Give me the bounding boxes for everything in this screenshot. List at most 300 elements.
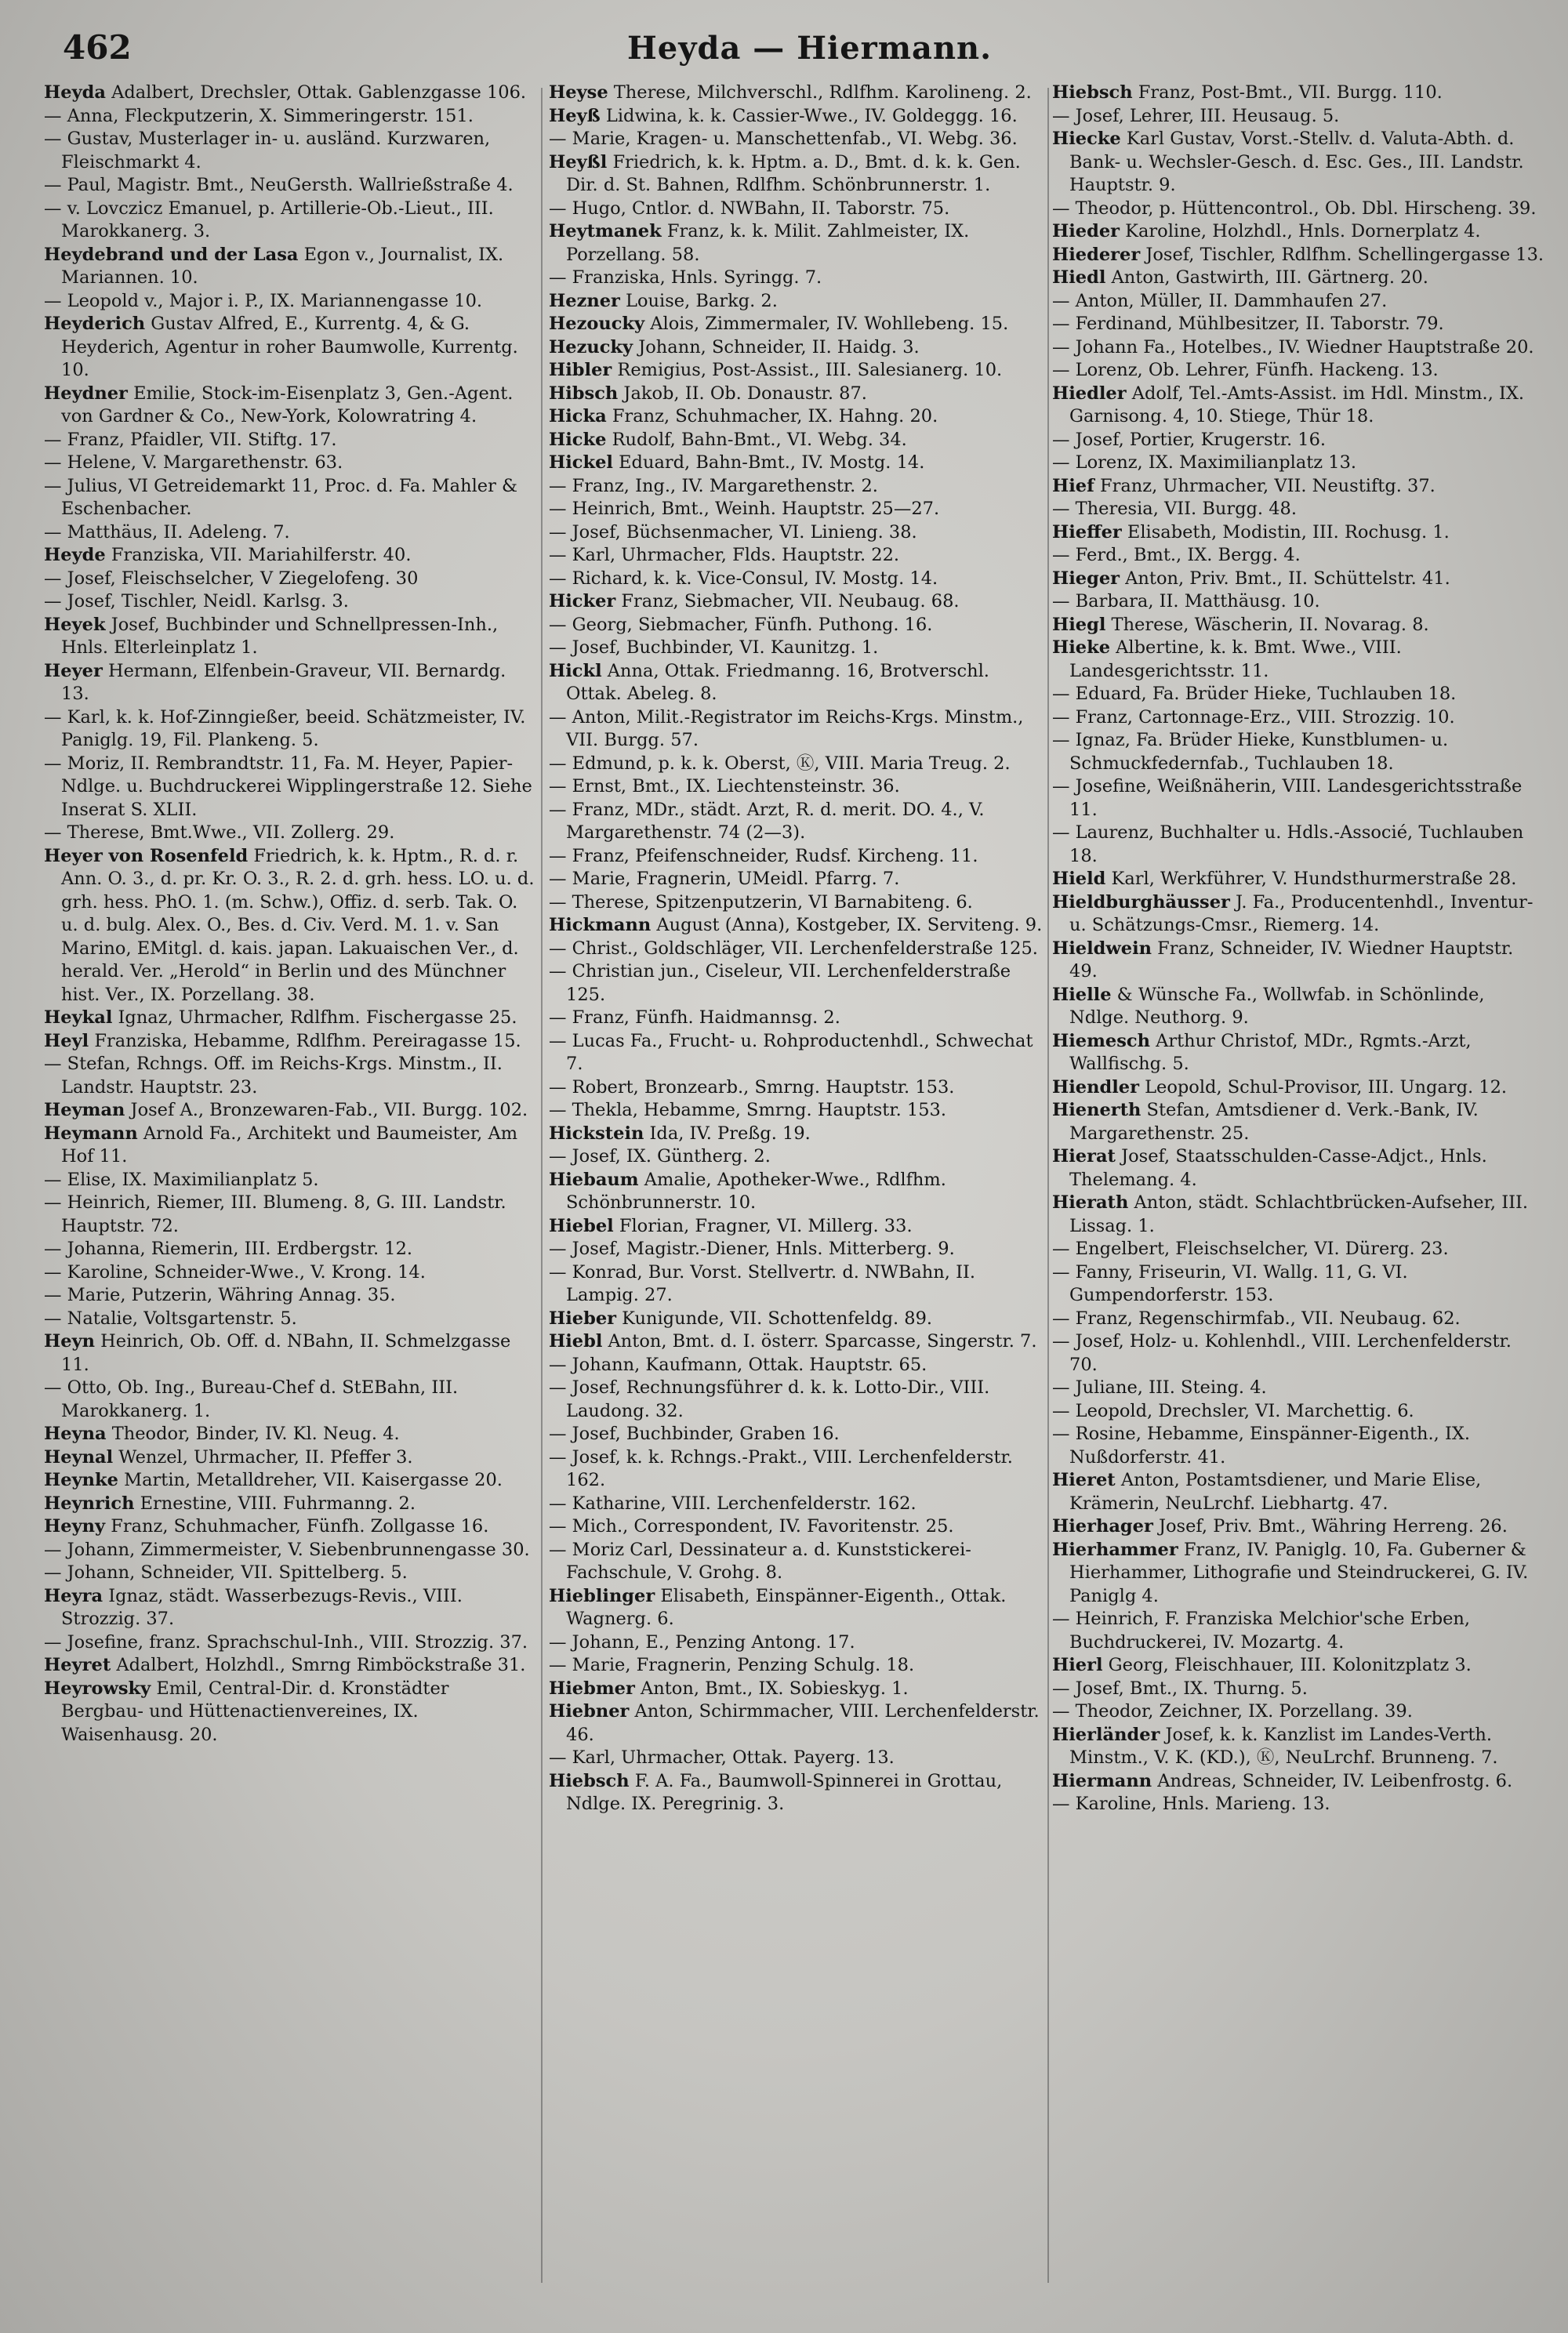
directory-entry <box>44 660 536 706</box>
directory-entry <box>1052 1308 1544 1331</box>
entry-text: — Johann, Schneider, VII. Spittelberg. 5. <box>44 1562 408 1583</box>
directory-entry <box>549 845 1044 869</box>
directory-entry <box>549 1700 1044 1747</box>
entry-surname: Heyer von Rosenfeld <box>44 845 249 866</box>
directory-entry <box>44 105 536 129</box>
directory-entry <box>1052 891 1544 938</box>
directory-entry <box>44 82 536 105</box>
directory-entry <box>1052 1238 1544 1261</box>
entry-text: — Fanny, Friseurin, VI. Wallg. 11, G. VI. Gumpendorferstr. 153. <box>1052 1261 1408 1305</box>
entry-text: — Karl, k. k. Hof-Zinngießer, beeid. Schätzmeister, IV. Paniglg. 19, Fil. Plankeng. 5. <box>44 706 526 750</box>
column-3 <box>1052 82 1544 1816</box>
entry-text: — Anna, Fleckputzerin, X. Simmeringerstr. 151. <box>44 105 474 126</box>
entry-surname: Hiebel <box>549 1215 614 1236</box>
entry-text: Franz, IV. Paniglg. 10, Fa. Guberner & Hierhammer, Lithografie und Steindruckerei, G. IV. Paniglg 4. <box>1069 1539 1529 1606</box>
directory-entry <box>1052 1678 1544 1701</box>
directory-entry <box>1052 498 1544 521</box>
directory-entry <box>549 198 1044 221</box>
entry-text: Karl, Werkführer, V. Hundsthurmerstraße 28. <box>1105 869 1517 889</box>
entry-surname: Hieder <box>1052 221 1120 241</box>
entry-text: Anna, Ottak. Friedmanng. 16, Brotverschl. Ottak. Abeleg. 8. <box>566 660 989 704</box>
entry-text: — Laurenz, Buchhalter u. Hdls.-Associé, Tuchlauben 18. <box>1052 822 1524 866</box>
entry-text: Josef, Tischler, Rdlfhm. Schellingergasse 13. <box>1140 244 1544 265</box>
directory-entry <box>44 429 536 452</box>
directory-entry <box>1052 938 1544 984</box>
directory-entry <box>1052 706 1544 730</box>
entry-text: — Richard, k. k. Vice-Consul, IV. Mostg. 14. <box>549 568 938 589</box>
entry-text: — Josef, Holz- u. Kohlenhdl., VIII. Lerchenfelderstr. 70. <box>1052 1331 1512 1375</box>
entry-text: — Marie, Fragnerin, Penzing Schulg. 18. <box>549 1655 915 1675</box>
entry-surname: Hiegl <box>1052 614 1106 635</box>
entry-text: Karl Gustav, Vorst.-Stellv. d. Valuta-Abth. d. Bank- u. Wechsler-Gesch. d. Esc. Ges., III. Landstr. Hauptstr. 9. <box>1069 129 1524 195</box>
entry-surname: Heyman <box>44 1100 125 1120</box>
directory-entry <box>44 1192 536 1238</box>
directory-entry <box>1052 1515 1544 1539</box>
entry-text: — Lorenz, Ob. Lehrer, Fünfh. Hackeng. 13. <box>1052 360 1439 380</box>
entry-text: Andreas, Schneider, IV. Leibenfrostg. 6. <box>1152 1770 1513 1791</box>
entry-text: — Josef, Rechnungsführer d. k. k. Lotto-Dir., VIII. Laudong. 32. <box>549 1377 990 1421</box>
directory-entry <box>44 1284 536 1308</box>
entry-text: Adalbert, Holzhdl., Smrng Rimböckstraße 31. <box>111 1655 526 1675</box>
directory-entry <box>44 1308 536 1331</box>
entry-text: — Josef, Lehrer, III. Heusaug. 5. <box>1052 105 1340 126</box>
entry-text: Anton, städt. Schlachtbrücken-Aufseher, III. Lissag. 1. <box>1069 1192 1529 1236</box>
entry-text: Elisabeth, Einspänner-Eigenth., Ottak. Wagnerg. 6. <box>566 1585 1007 1629</box>
directory-entry <box>549 105 1044 129</box>
entry-text: — Anton, Milit.-Registrator im Reichs-Krgs. Minstm., VII. Burgg. 57. <box>549 706 1024 750</box>
entry-surname: Heynke <box>44 1470 118 1490</box>
directory-entry <box>1052 383 1544 429</box>
entry-surname: Hief <box>1052 475 1094 496</box>
entry-text: Heinrich, Ob. Off. d. NBahn, II. Schmelzgasse 11. <box>61 1331 511 1375</box>
entry-text: Ignaz, Uhrmacher, Rdlfhm. Fischergasse 25. <box>112 1007 517 1028</box>
directory-entry <box>1052 614 1544 637</box>
entry-surname: Hield <box>1052 869 1106 889</box>
entry-text: Franz, Schuhmacher, IX. Hahng. 20. <box>606 406 938 426</box>
directory-entry <box>549 475 1044 499</box>
directory-entry <box>1052 1099 1544 1145</box>
entry-surname: Heydebrand und der Lasa <box>44 244 299 265</box>
entry-surname: Hibler <box>549 360 612 380</box>
directory-entry <box>549 544 1044 568</box>
entry-text: — Anton, Müller, II. Dammhaufen 27. <box>1052 290 1388 311</box>
entry-surname: Hielle <box>1052 984 1112 1005</box>
entry-text: — Franz, Fünfh. Haidmannsg. 2. <box>549 1007 840 1028</box>
column-2 <box>549 82 1044 1816</box>
directory-entry <box>549 290 1044 314</box>
entry-text: — Heinrich, F. Franziska Melchior'sche Erben, Buchdruckerei, IV. Mozartg. 4. <box>1052 1609 1471 1653</box>
directory-entry <box>44 475 536 521</box>
entry-text: Franz, k. k. Milit. Zahlmeister, IX. Porzellang. 58. <box>566 221 970 265</box>
directory-entry <box>44 1631 536 1655</box>
entry-surname: Hezner <box>549 290 620 311</box>
entry-text: Alois, Zimmermaler, IV. Wohllebeng. 15. <box>644 314 1009 334</box>
directory-entry <box>549 799 1044 845</box>
entry-text: Adalbert, Drechsler, Ottak. Gablenzgasse 106. <box>105 82 527 103</box>
entry-surname: Hieldwein <box>1052 938 1152 959</box>
directory-entry <box>44 1261 536 1285</box>
directory-entry <box>549 1377 1044 1423</box>
entry-text: — Leopold v., Major i. P., IX. Mariannengasse 10. <box>44 290 483 311</box>
directory-entry <box>549 1238 1044 1261</box>
entry-text: Jakob, II. Ob. Donaustr. 87. <box>618 383 867 404</box>
directory-entry <box>1052 313 1544 336</box>
entry-text: — Robert, Bronzearb., Smrng. Hauptstr. 153. <box>549 1076 955 1098</box>
entry-surname: Hiebsch <box>549 1770 630 1791</box>
directory-entry <box>1052 336 1544 360</box>
entry-text: Johann, Schneider, II. Haidg. 3. <box>633 336 920 357</box>
entry-text: Hermann, Elfenbein-Graveur, VII. Bernardg. 13. <box>61 660 506 704</box>
directory-entry <box>549 1354 1044 1377</box>
directory-entry <box>549 383 1044 406</box>
directory-entry <box>549 637 1044 660</box>
entry-surname: Hickl <box>549 660 602 681</box>
entry-text: — Josef, Buchbinder, VI. Kaunitzg. 1. <box>549 637 879 658</box>
directory-entry <box>1052 198 1544 221</box>
entry-text: — Josefine, franz. Sprachschul-Inh., VIII. Strozzig. 37. <box>44 1631 528 1653</box>
entry-text: — Georg, Siebmacher, Fünfh. Puthong. 16. <box>549 614 933 635</box>
entry-text: — Heinrich, Bmt., Weinh. Hauptstr. 25—27. <box>549 499 940 519</box>
directory-entry <box>549 590 1044 614</box>
directory-entry <box>1052 290 1544 314</box>
entry-surname: Hierath <box>1052 1192 1129 1213</box>
directory-entry <box>44 198 536 244</box>
directory-entry <box>1052 82 1544 105</box>
entry-text: — Johann, Kaufmann, Ottak. Hauptstr. 65. <box>549 1354 927 1375</box>
entry-text: Anton, Postamtsdiener, und Marie Elise, Krämerin, NeuLrchf. Liebhartg. 47. <box>1069 1470 1482 1514</box>
entry-text: Therese, Milchverschl., Rdlfhm. Karolineng. 2. <box>608 82 1032 103</box>
entry-surname: Heydner <box>44 383 128 404</box>
directory-entry <box>549 313 1044 336</box>
directory-entry <box>44 1654 536 1678</box>
directory-entry <box>549 868 1044 891</box>
entry-surname: Heyßl <box>549 151 608 172</box>
entry-text: Therese, Wäscherin, II. Novarag. 8. <box>1105 614 1429 635</box>
directory-entry <box>1052 683 1544 706</box>
page-header <box>0 24 1568 78</box>
entry-text: — Theresia, VII. Burgg. 48. <box>1052 499 1298 519</box>
entry-text: Anton, Priv. Bmt., II. Schüttelstr. 41. <box>1120 568 1450 589</box>
entry-text: J. Fa., Producentenhdl., Inventur- u. Schätzungs-Cmsr., Riemerg. 14. <box>1069 891 1534 935</box>
directory-entry <box>1052 544 1544 568</box>
entry-text: — Otto, Ob. Ing., Bureau-Chef d. StEBahn, III. Marokkanerg. 1. <box>44 1377 459 1421</box>
directory-entry <box>549 706 1044 753</box>
entry-text: Theodor, Binder, IV. Kl. Neug. 4. <box>106 1424 400 1444</box>
entry-text: — Franziska, Hnls. Syringg. 7. <box>549 267 822 288</box>
directory-entry <box>1052 1192 1544 1238</box>
directory-entry <box>1052 452 1544 475</box>
directory-entry <box>1052 1654 1544 1678</box>
column-1 <box>44 82 536 1747</box>
entry-text: — Julius, VI Getreidemarkt 11, Proc. d. Fa. Mahler & Eschenbacher. <box>44 475 518 519</box>
entry-text: Lidwina, k. k. Cassier-Wwe., IV. Goldeggg. 16. <box>600 105 1018 126</box>
column-rule <box>541 88 543 2283</box>
entry-text: Ernestine, VIII. Fuhrmanng. 2. <box>134 1493 416 1514</box>
entry-text: Friedrich, k. k. Hptm., R. d. r. Ann. O. 3., d. pr. Kr. O. 3., R. 2. d. grh. hess. LO. u. d. grh. hess. PhO. 1. (m. Schw.), Offiz. d. serb. Tak. O. u. d. bulg. Alex. O., Bes. d. Civ. Verd. M. 1. v. San Marino, EMitgl. d. kais. japan. Lakuaischen Ver., d. herald. Ver. „Herold“ in Berlin und des Münchner hist. Ver., IX. Porzellang. 38. <box>61 845 535 1005</box>
entry-surname: Hiedl <box>1052 267 1106 288</box>
directory-entry <box>549 1007 1044 1030</box>
entry-text: — Josef, Büchsenmacher, VI. Linieng. 38. <box>549 521 917 542</box>
directory-entry <box>44 845 536 1007</box>
entry-text: Egon v., Journalist, IX. Mariannen. 10. <box>61 244 504 288</box>
entry-surname: Hiermann <box>1052 1770 1152 1791</box>
entry-surname: Hienerth <box>1052 1100 1142 1120</box>
entry-text: Eduard, Bahn-Bmt., IV. Mostg. 14. <box>612 452 925 473</box>
directory-entry <box>549 1515 1044 1539</box>
entry-text: Friedrich, k. k. Hptm. a. D., Bmt. d. k. k. Gen. Dir. d. St. Bahnen, Rdlfhm. Schönbrunnerstr. 1. <box>566 151 1021 195</box>
entry-text: Stefan, Amtsdiener d. Verk.-Bank, IV. Margarethenstr. 25. <box>1069 1100 1479 1144</box>
entry-text: — Franz, Cartonnage-Erz., VIII. Strozzig. 10. <box>1052 706 1455 727</box>
directory-entry <box>549 336 1044 360</box>
entry-text: — Josef, Buchbinder, Graben 16. <box>549 1424 840 1444</box>
entry-surname: Heyer <box>44 660 103 681</box>
entry-surname: Heyra <box>44 1585 103 1606</box>
directory-entry <box>44 706 536 753</box>
directory-entry <box>549 267 1044 290</box>
directory-entry <box>1052 475 1544 499</box>
entry-text: — Franz, MDr., städt. Arzt, R. d. merit. DO. 4., V. Margarethenstr. 74 (2—3). <box>549 799 985 843</box>
entry-text: — Theodor, Zeichner, IX. Porzellang. 39. <box>1052 1701 1413 1722</box>
directory-entry <box>549 1076 1044 1100</box>
entry-text: — Christian jun., Ciseleur, VII. Lerchenfelderstraße 125. <box>549 961 1011 1005</box>
entry-text: — Thekla, Hebamme, Smrng. Hauptstr. 153. <box>549 1100 947 1120</box>
entry-text: & Wünsche Fa., Wollwfab. in Schönlinde, Ndlge. Neuthorg. 9. <box>1069 984 1485 1028</box>
entry-text: — Rosine, Hebamme, Einspänner-Eigenth., IX. Nußdorferstr. 41. <box>1052 1424 1471 1468</box>
entry-surname: Hiebsch <box>1052 82 1133 103</box>
entry-surname: Hicka <box>549 406 607 426</box>
entry-surname: Hieffer <box>1052 521 1122 542</box>
entry-text: Anton, Bmt. d. I. österr. Sparcasse, Singerstr. 7. <box>602 1331 1037 1352</box>
entry-text: — Josef, Fleischselcher, V Ziegelofeng. 30 <box>44 568 419 589</box>
entry-text: — Therese, Spitzenputzerin, VI Barnabiteng. 6. <box>549 891 973 913</box>
directory-entry <box>44 1446 536 1470</box>
entry-text: — Barbara, II. Matthäusg. 10. <box>1052 591 1320 611</box>
entry-text: — Natalie, Voltsgartenstr. 5. <box>44 1308 297 1329</box>
directory-entry <box>549 960 1044 1007</box>
entry-surname: Hieke <box>1052 637 1111 658</box>
directory-entry <box>44 568 536 591</box>
entry-text: — Josef, Bmt., IX. Thurng. 5. <box>1052 1678 1308 1699</box>
entry-surname: Heykal <box>44 1007 113 1028</box>
directory-entry <box>1052 729 1544 775</box>
directory-entry <box>549 151 1044 198</box>
directory-entry <box>549 1308 1044 1331</box>
directory-entry <box>1052 1330 1544 1377</box>
directory-entry <box>44 1377 536 1423</box>
entry-surname: Hickstein <box>549 1123 644 1144</box>
entry-text: — Edmund, p. k. k. Oberst, Ⓚ, VIII. Maria Treug. 2. <box>549 753 1011 774</box>
directory-entry <box>1052 984 1544 1030</box>
entry-surname: Hiendler <box>1052 1076 1139 1098</box>
entry-text: — Franz, Ing., IV. Margarethenstr. 2. <box>549 475 878 496</box>
entry-text: — Johann Fa., Hotelbes., IV. Wiedner Hauptstraße 20. <box>1052 336 1534 357</box>
directory-entry <box>44 590 536 614</box>
entry-text: — Johann, Zimmermeister, V. Siebenbrunnengasse 30. <box>44 1539 530 1560</box>
entry-surname: Hierhammer <box>1052 1539 1178 1560</box>
entry-surname: Heyß <box>549 105 601 126</box>
directory-entry <box>1052 775 1544 822</box>
entry-text: — Franz, Pfeifenschneider, Rudsf. Kircheng. 11. <box>549 845 978 866</box>
directory-entry <box>549 521 1044 545</box>
entry-text: Rudolf, Bahn-Bmt., VI. Webg. 34. <box>606 429 907 450</box>
running-head: Heyda — Hiermann. <box>627 30 993 67</box>
directory-entry <box>549 891 1044 915</box>
entry-text: — Stefan, Rchngs. Off. im Reichs-Krgs. Minstm., II. Landstr. Hauptstr. 23. <box>44 1054 503 1098</box>
directory-entry <box>44 1169 536 1192</box>
directory-entry <box>1052 1793 1544 1816</box>
entry-surname: Hiebl <box>549 1331 603 1352</box>
entry-text: — Ernst, Bmt., IX. Liechtensteinstr. 36. <box>549 776 900 796</box>
directory-entry <box>1052 521 1544 545</box>
entry-surname: Heyl <box>44 1030 89 1051</box>
directory-entry <box>44 1493 536 1516</box>
entry-surname: Hiemesch <box>1052 1030 1150 1051</box>
directory-entry <box>1052 1145 1544 1192</box>
directory-entry <box>1052 1423 1544 1469</box>
entry-text: Martin, Metalldreher, VII. Kaisergasse 20. <box>118 1470 503 1490</box>
directory-entry <box>44 313 536 383</box>
directory-entry <box>1052 868 1544 891</box>
entry-text: Franz, Uhrmacher, VII. Neustiftg. 37. <box>1094 475 1436 496</box>
entry-text: — Christ., Goldschläger, VII. Lerchenfelderstraße 125. <box>549 938 1038 959</box>
directory-entry <box>44 1330 536 1377</box>
directory-entry <box>1052 1724 1544 1770</box>
entry-surname: Heyny <box>44 1516 106 1537</box>
entry-text: — Karoline, Schneider-Wwe., V. Krong. 14. <box>44 1261 426 1283</box>
entry-text: — Gustav, Musterlager in- u. ausländ. Kurzwaren, Fleischmarkt 4. <box>44 129 491 172</box>
entry-text: Gustav Alfred, E., Kurrentg. 4, & G. Heyderich, Agentur in roher Baumwolle, Kurrentg. 10. <box>61 314 518 380</box>
entry-text: Ignaz, städt. Wasserbezugs-Revis., VIII. Strozzig. 37. <box>61 1585 463 1629</box>
directory-entry <box>1052 590 1544 614</box>
entry-surname: Hezucky <box>549 336 633 357</box>
entry-text: — Elise, IX. Maximilianplatz 5. <box>44 1169 319 1190</box>
directory-entry <box>549 1169 1044 1215</box>
entry-text: — Franz, Regenschirmfab., VII. Neubaug. 62. <box>1052 1308 1461 1329</box>
directory-entry <box>44 1099 536 1123</box>
entry-text: Anton, Bmt., IX. Sobieskyg. 1. <box>634 1678 909 1699</box>
entry-text: — Leopold, Drechsler, VI. Marchettig. 6. <box>1052 1400 1414 1421</box>
entry-surname: Hieret <box>1052 1470 1116 1490</box>
directory-entry <box>549 753 1044 776</box>
entry-surname: Hierl <box>1052 1655 1103 1675</box>
entry-text: Ida, IV. Preßg. 19. <box>644 1123 811 1144</box>
directory-entry <box>44 290 536 314</box>
entry-surname: Heyse <box>549 82 608 103</box>
directory-entry <box>44 174 536 198</box>
entry-text: Josef, k. k. Kanzlist im Landes-Verth. Minstm., V. K. (KD.), Ⓚ, NeuLrchf. Brunneng. 7. <box>1069 1724 1498 1768</box>
directory-entry <box>549 1585 1044 1631</box>
entry-text: — Katharine, VIII. Lerchenfelderstr. 162. <box>549 1493 916 1514</box>
entry-text: — Engelbert, Fleischselcher, VI. Dürerg. 23. <box>1052 1239 1449 1259</box>
entry-text: Franziska, Hebamme, Rdlfhm. Pereiragasse 15. <box>89 1030 521 1051</box>
directory-entry <box>549 498 1044 521</box>
entry-text: Louise, Barkg. 2. <box>619 290 778 311</box>
directory-entry <box>44 244 536 290</box>
entry-text: Franz, Schneider, IV. Wiedner Hauptstr. 49. <box>1069 938 1514 981</box>
entry-text: Emil, Central-Dir. d. Kronstädter Bergbau- und Hüttenactienvereines, IX. Waisenhausg. 20. <box>61 1678 449 1745</box>
entry-surname: Hiebaum <box>549 1169 639 1190</box>
entry-text: — Eduard, Fa. Brüder Hieke, Tuchlauben 18. <box>1052 684 1457 704</box>
entry-text: — Theodor, p. Hüttencontrol., Ob. Dbl. Hirscheng. 39. <box>1052 198 1537 219</box>
directory-entry <box>549 1678 1044 1701</box>
entry-text: Franz, Schuhmacher, Fünfh. Zollgasse 16. <box>105 1516 489 1537</box>
directory-entry <box>44 1562 536 1585</box>
entry-text: — Karoline, Hnls. Marieng. 13. <box>1052 1794 1330 1814</box>
directory-entry <box>1052 1770 1544 1794</box>
directory-entry <box>44 1423 536 1446</box>
entry-surname: Heyek <box>44 614 106 635</box>
directory-entry <box>1052 1608 1544 1654</box>
directory-entry <box>549 660 1044 706</box>
entry-text: — Josef, k. k. Rchngs.-Prakt., VIII. Lerchenfelderstr. 162. <box>549 1446 1013 1490</box>
directory-entry <box>1052 1030 1544 1076</box>
directory-entry <box>1052 105 1544 129</box>
directory-entry <box>44 544 536 568</box>
directory-entry <box>549 1099 1044 1123</box>
entry-text: — Paul, Magistr. Bmt., NeuGersth. Wallrießstraße 4. <box>44 175 514 195</box>
entry-surname: Heyn <box>44 1331 96 1352</box>
entry-text: Josef, Priv. Bmt., Währing Herreng. 26. <box>1152 1516 1508 1537</box>
directory-entry <box>549 775 1044 799</box>
entry-surname: Hieger <box>1052 568 1120 589</box>
directory-entry <box>1052 1261 1544 1308</box>
directory-entry <box>44 452 536 475</box>
entry-surname: Heyna <box>44 1424 107 1444</box>
entry-surname: Hiedler <box>1052 383 1127 404</box>
directory-entry <box>1052 1539 1544 1609</box>
directory-entry <box>549 938 1044 961</box>
entry-surname: Hezoucky <box>549 314 645 334</box>
entry-surname: Hiecke <box>1052 129 1121 149</box>
directory-entry <box>549 1215 1044 1239</box>
directory-entry <box>549 1631 1044 1655</box>
directory-entry <box>549 128 1044 151</box>
directory-entry <box>1052 822 1544 868</box>
entry-surname: Hiebmer <box>549 1678 635 1699</box>
entry-surname: Hickmann <box>549 915 652 935</box>
directory-entry <box>549 429 1044 452</box>
directory-entry <box>1052 1469 1544 1515</box>
directory-entry <box>44 1123 536 1169</box>
directory-entry <box>44 753 536 822</box>
entry-surname: Heymann <box>44 1123 138 1144</box>
directory-entry <box>1052 244 1544 267</box>
directory-entry <box>1052 128 1544 198</box>
directory-entry <box>44 128 536 174</box>
entry-text: — Lorenz, IX. Maximilianplatz 13. <box>1052 452 1357 473</box>
entry-text: August (Anna), Kostgeber, IX. Serviteng. 9. <box>651 915 1043 935</box>
entry-text: Georg, Fleischhauer, III. Kolonitzplatz 3. <box>1102 1655 1472 1675</box>
entry-text: Arthur Christof, MDr., Rgmts.-Arzt, Wallfischg. 5. <box>1069 1030 1472 1074</box>
directory-entry <box>549 359 1044 383</box>
entry-text: — Ferd., Bmt., IX. Bergg. 4. <box>1052 545 1301 565</box>
entry-text: — Karl, Uhrmacher, Flds. Hauptstr. 22. <box>549 545 900 565</box>
entry-text: Adolf, Tel.-Amts-Assist. im Hdl. Minstm., IX. Garnisong. 4, 10. Stiege, Thür 18. <box>1069 383 1525 426</box>
entry-text: F. A. Fa., Baumwoll-Spinnerei in Grottau, Ndlge. IX. Peregrinig. 3. <box>566 1770 1003 1814</box>
entry-surname: Hieber <box>549 1308 617 1329</box>
entry-text: Franziska, VII. Mariahilferstr. 40. <box>105 545 412 565</box>
entry-surname: Hiederer <box>1052 244 1141 265</box>
entry-text: — Josef, Portier, Krugerstr. 16. <box>1052 429 1327 450</box>
directory-entry <box>44 1238 536 1261</box>
entry-text: — Lucas Fa., Frucht- u. Rohproductenhdl., Schwechat 7. <box>549 1030 1033 1074</box>
directory-entry <box>44 1515 536 1539</box>
directory-entry <box>44 521 536 545</box>
entry-text: Anton, Schirmmacher, VIII. Lerchenfelderstr. 46. <box>566 1701 1040 1745</box>
entry-surname: Hierat <box>1052 1146 1116 1166</box>
entry-text: — Matthäus, II. Adeleng. 7. <box>44 521 290 542</box>
entry-text: Josef, Buchbinder und Schnellpressen-Inh., Hnls. Elterleinplatz 1. <box>61 614 499 658</box>
